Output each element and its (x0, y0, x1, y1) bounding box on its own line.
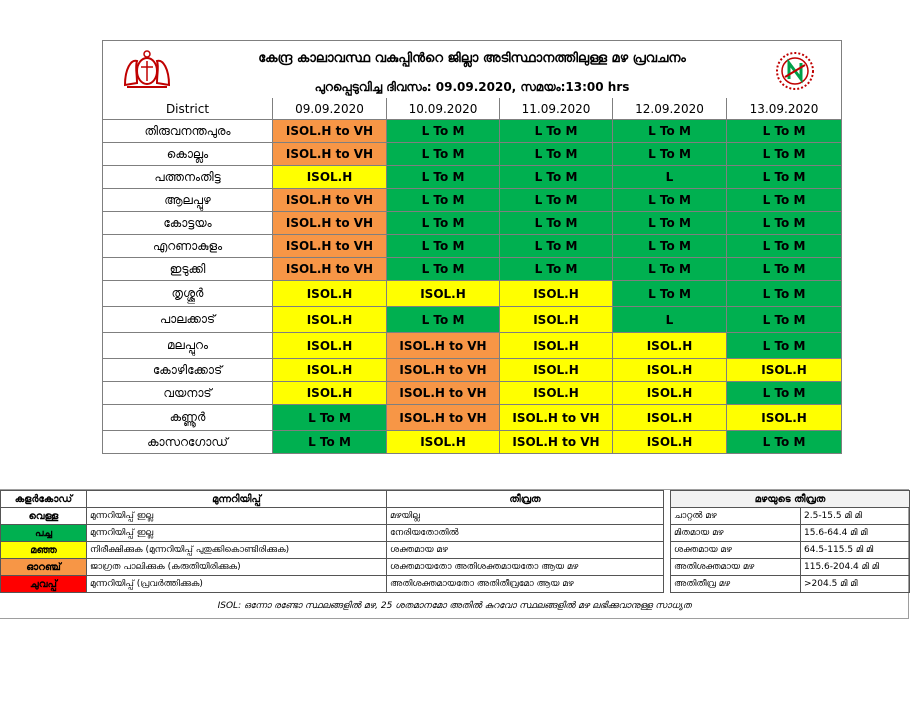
forecast-cell: L To M (387, 189, 500, 212)
forecast-cell: ISOL.H to VH (387, 359, 500, 382)
district-name: കണ്ണൂർ (103, 405, 273, 431)
forecast-cell: L (613, 307, 727, 333)
imd-logo-icon (773, 49, 817, 93)
district-row (103, 212, 842, 235)
forecast-cell: ISOL.H to VH (273, 120, 387, 143)
date-column-header: 13.09.2020 (727, 98, 842, 120)
isol-note: ISOL: ഒന്നോ രണ്ടോ സ്ഥലങ്ങളിൽ മഴ, 25 ശതമാനമോ അതിൽ കുറവോ സ്ഥലങ്ങളിൽ മഴ ലഭിക്കുവാനുള്ള സാധ്യത (217, 601, 692, 611)
column-header-row (103, 98, 842, 120)
forecast-cell: ISOL.H (613, 405, 727, 431)
forecast-cell: ISOL.H (727, 359, 842, 382)
forecast-cell: ISOL.H (500, 281, 613, 307)
forecast-cell: L To M (727, 281, 842, 307)
rain-category: ശക്തമായ മഴ (671, 542, 801, 559)
district-row (103, 143, 842, 166)
district-row (103, 189, 842, 212)
rain-range: 115.6-204.4 മി മി (801, 559, 910, 576)
warning-text: ജാഗ്രത പാലിക്കുക (കരുതിയിരിക്കുക) (87, 559, 387, 576)
color-code-swatch: ഓറഞ്ച് (1, 559, 87, 576)
forecast-cell: L To M (613, 281, 727, 307)
forecast-cell: L To M (727, 212, 842, 235)
forecast-cell: ISOL.H (727, 405, 842, 431)
rain-range: 2.5-15.5 മി മി (801, 508, 910, 525)
forecast-cell: ISOL.H (500, 333, 613, 359)
forecast-cell: L To M (500, 143, 613, 166)
forecast-cell: L To M (727, 382, 842, 405)
district-name: ആലപ്പുഴ (103, 189, 273, 212)
district-name: കോഴിക്കോട് (103, 359, 273, 382)
forecast-cell: L To M (387, 166, 500, 189)
forecast-cell: ISOL.H (387, 281, 500, 307)
rain-category: അതിതീവ്ര മഴ (671, 576, 801, 593)
forecast-cell: ISOL.H to VH (273, 189, 387, 212)
color-code-swatch: മഞ്ഞ (1, 542, 87, 559)
district-row (103, 359, 842, 382)
forecast-cell: ISOL.H (273, 166, 387, 189)
forecast-cell: ISOL.H to VH (273, 258, 387, 281)
legend-row (1, 525, 664, 542)
legend-header-row (1, 491, 664, 508)
forecast-cell: L To M (727, 143, 842, 166)
color-code-swatch: ചുവപ്പ് (1, 576, 87, 593)
forecast-cell: L To M (727, 166, 842, 189)
district-name: തൃശ്ശൂർ (103, 281, 273, 307)
date-column-header: 09.09.2020 (273, 98, 387, 120)
forecast-cell: ISOL.H (500, 382, 613, 405)
district-row (103, 281, 842, 307)
forecast-cell: ISOL.H to VH (500, 405, 613, 431)
district-row (103, 166, 842, 189)
warning-text: മുന്നറിയിപ്പ് ഇല്ല (87, 508, 387, 525)
forecast-header (103, 41, 842, 99)
forecast-body (103, 120, 842, 454)
date-column-header: 12.09.2020 (613, 98, 727, 120)
intensity-text: നേരിയതോതിൽ (387, 525, 664, 542)
forecast-cell: L To M (387, 120, 500, 143)
forecast-cell: ISOL.H (613, 359, 727, 382)
district-row (103, 333, 842, 359)
district-row (103, 120, 842, 143)
forecast-cell: L To M (387, 307, 500, 333)
forecast-cell: ISOL.H (613, 431, 727, 454)
rain-category: മിതമായ മഴ (671, 525, 801, 542)
legend-row (1, 542, 664, 559)
intensity-text: ശക്തമായ മഴ (387, 542, 664, 559)
forecast-cell: ISOL.H to VH (273, 212, 387, 235)
forecast-cell: L To M (500, 166, 613, 189)
rain-intensity-table (670, 490, 910, 593)
forecast-cell: L To M (727, 333, 842, 359)
forecast-cell: ISOL.H (613, 382, 727, 405)
color-code-legend (0, 490, 664, 593)
forecast-cell: ISOL.H (387, 431, 500, 454)
district-row (103, 235, 842, 258)
forecast-cell: ISOL.H to VH (387, 333, 500, 359)
forecast-cell: L To M (613, 189, 727, 212)
forecast-cell: L To M (500, 235, 613, 258)
color-code-swatch: വെള്ള (1, 508, 87, 525)
district-name: പത്തനംതിട്ട (103, 166, 273, 189)
rain-category: ചാറ്റൽ മഴ (671, 508, 801, 525)
forecast-title: കേന്ദ്ര കാലാവസ്ഥ വകുപ്പിൻറെ ജില്ലാ അടിസ്ഥാനത്തിലുള്ള മഴ പ്രവചനം (258, 51, 686, 66)
rain-intensity-row (671, 525, 910, 542)
district-name: പാലക്കാട് (103, 307, 273, 333)
forecast-cell: L To M (613, 235, 727, 258)
rain-intensity-header-row (671, 491, 910, 508)
forecast-cell: ISOL.H (273, 281, 387, 307)
legend-header-warning: മുന്നറിയിപ്പ് (87, 491, 387, 508)
forecast-cell: L To M (500, 258, 613, 281)
forecast-cell: ISOL.H (273, 359, 387, 382)
forecast-cell: L To M (387, 258, 500, 281)
district-name: ഇടുക്കി (103, 258, 273, 281)
district-row (103, 431, 842, 454)
legend-row (1, 576, 664, 593)
legend-header-color-code: കളർകോഡ് (1, 491, 87, 508)
forecast-cell: L To M (387, 212, 500, 235)
district-name: വയനാട് (103, 382, 273, 405)
forecast-cell: ISOL.H to VH (273, 143, 387, 166)
rain-intensity-body (671, 508, 910, 593)
warning-text: മുന്നറിയിപ്പ് (പ്രവർത്തിക്കുക) (87, 576, 387, 593)
forecast-cell: ISOL.H to VH (387, 405, 500, 431)
rain-range: >204.5 മി മി (801, 576, 910, 593)
forecast-cell: L To M (500, 212, 613, 235)
forecast-cell: L To M (727, 189, 842, 212)
legend-header-intensity: തീവ്രത (387, 491, 664, 508)
district-row (103, 258, 842, 281)
warning-text: മുന്നറിയിപ്പ് ഇല്ല (87, 525, 387, 542)
forecast-cell: ISOL.H (613, 333, 727, 359)
intensity-text: അതിശക്തമായതോ അതിതീവ്രമോ ആയ മഴ (387, 576, 664, 593)
forecast-cell: ISOL.H (500, 307, 613, 333)
rain-intensity-row (671, 559, 910, 576)
forecast-cell: ISOL.H to VH (387, 382, 500, 405)
rain-range: 15.6-64.4 മി മി (801, 525, 910, 542)
intensity-text: മഴയില്ല (387, 508, 664, 525)
date-column-header: 10.09.2020 (387, 98, 500, 120)
forecast-cell: L To M (387, 143, 500, 166)
forecast-cell: ISOL.H (500, 359, 613, 382)
rain-intensity-row (671, 576, 910, 593)
forecast-cell: L To M (727, 258, 842, 281)
forecast-cell: L To M (727, 307, 842, 333)
district-name: കാസറഗോഡ് (103, 431, 273, 454)
forecast-cell: L To M (613, 143, 727, 166)
district-name: എറണാകുളം (103, 235, 273, 258)
forecast-cell: L To M (387, 235, 500, 258)
forecast-cell: L To M (613, 258, 727, 281)
intensity-text: ശക്തമായതോ അതിശക്തമായതോ ആയ മഴ (387, 559, 664, 576)
forecast-cell: L To M (727, 120, 842, 143)
forecast-cell: L To M (500, 189, 613, 212)
forecast-cell: L To M (613, 120, 727, 143)
forecast-cell: ISOL.H to VH (500, 431, 613, 454)
forecast-cell: L (613, 166, 727, 189)
district-row (103, 307, 842, 333)
rain-intensity-row (671, 542, 910, 559)
forecast-cell: L To M (500, 120, 613, 143)
warning-text: നിരീക്ഷിക്കുക (മുന്നറിയിപ്പ് പുതുക്കികൊണ്ടിരിക്കുക) (87, 542, 387, 559)
legend-row (1, 559, 664, 576)
district-name: കോട്ടയം (103, 212, 273, 235)
forecast-table (102, 40, 842, 454)
district-name: തിരുവനന്തപുരം (103, 120, 273, 143)
district-row (103, 405, 842, 431)
issued-date: പുറപ്പെടുവിച്ച ദിവസം: 09.09.2020, സമയം:13:00 hrs (314, 80, 630, 94)
rain-intensity-row (671, 508, 910, 525)
forecast-cell: ISOL.H to VH (273, 235, 387, 258)
legend-body (1, 508, 664, 593)
rain-range: 64.5-115.5 മി മി (801, 542, 910, 559)
district-name: കൊല്ലം (103, 143, 273, 166)
district-column-header: District (103, 98, 273, 120)
forecast-cell: ISOL.H (273, 382, 387, 405)
rain-intensity-header: മഴയുടെ തീവ്രത (671, 491, 910, 508)
forecast-cell: L To M (727, 431, 842, 454)
forecast-cell: L To M (613, 212, 727, 235)
legend-row (1, 508, 664, 525)
color-code-swatch: പച്ച (1, 525, 87, 542)
date-column-header: 11.09.2020 (500, 98, 613, 120)
forecast-cell: L To M (273, 405, 387, 431)
forecast-cell: L To M (273, 431, 387, 454)
forecast-cell: ISOL.H (273, 333, 387, 359)
rain-category: അതിശക്തമായ മഴ (671, 559, 801, 576)
forecast-cell: L To M (727, 235, 842, 258)
district-name: മലപ്പുറം (103, 333, 273, 359)
district-row (103, 382, 842, 405)
forecast-cell: ISOL.H (273, 307, 387, 333)
